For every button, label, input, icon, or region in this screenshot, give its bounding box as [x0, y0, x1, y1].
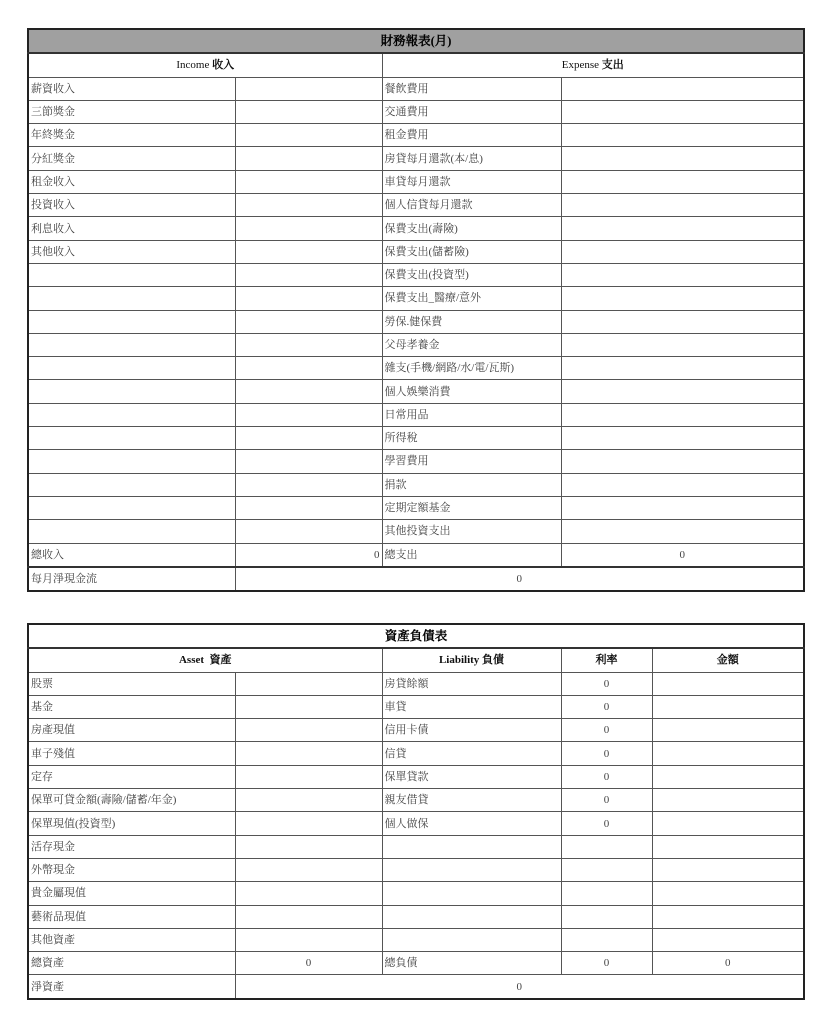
liability-item-label: 車貸	[382, 695, 561, 718]
income-item-value[interactable]	[235, 77, 382, 100]
liability-item-amount[interactable]	[652, 882, 804, 905]
net-worth-value: 0	[235, 975, 804, 999]
asset-item-label: 基金	[28, 695, 235, 718]
table-row	[28, 310, 804, 333]
income-item-label: 租金收入	[28, 170, 235, 193]
expense-item-label: 捐款	[382, 473, 561, 496]
expense-header: Expense 支出	[382, 53, 804, 77]
income-item-value[interactable]	[235, 310, 382, 333]
asset-item-label: 外幣現金	[28, 858, 235, 881]
expense-item-label: 個人信貸每月還款	[382, 194, 561, 217]
income-item-value[interactable]	[235, 263, 382, 286]
income-item-value[interactable]	[235, 473, 382, 496]
income-item-label: 年終獎金	[28, 124, 235, 147]
table-row	[28, 835, 804, 858]
income-item-value[interactable]	[235, 147, 382, 170]
liability-item-rate[interactable]: 0	[561, 765, 652, 788]
expense-item-value[interactable]	[561, 473, 804, 496]
liability-item-label	[382, 882, 561, 905]
net-worth-row	[28, 975, 804, 999]
asset-item-label: 活存現金	[28, 835, 235, 858]
liability-item-amount[interactable]	[652, 765, 804, 788]
table-row	[28, 450, 804, 473]
income-item-label	[28, 380, 235, 403]
asset-item-value[interactable]	[235, 905, 382, 928]
liability-item-label: 房貸餘額	[382, 672, 561, 695]
income-header: Income 收入	[28, 53, 382, 77]
liability-item-amount[interactable]	[652, 812, 804, 835]
asset-item-value[interactable]	[235, 719, 382, 742]
asset-item-label: 藝術品現值	[28, 905, 235, 928]
total-expense-label: 總支出	[382, 543, 561, 567]
expense-item-value[interactable]	[561, 240, 804, 263]
income-item-value[interactable]	[235, 100, 382, 123]
asset-item-value[interactable]	[235, 765, 382, 788]
table-row	[28, 473, 804, 496]
expense-item-label: 保費支出(壽險)	[382, 217, 561, 240]
income-item-value[interactable]	[235, 380, 382, 403]
income-item-label: 三節獎金	[28, 100, 235, 123]
income-item-value[interactable]	[235, 240, 382, 263]
income-item-label	[28, 333, 235, 356]
income-item-label	[28, 520, 235, 543]
asset-item-label: 其他資產	[28, 928, 235, 951]
liability-item-rate[interactable]	[561, 928, 652, 951]
table-row	[28, 928, 804, 951]
table-row	[28, 77, 804, 100]
expense-item-label: 餐飲費用	[382, 77, 561, 100]
table-row	[28, 287, 804, 310]
asset-item-value[interactable]	[235, 695, 382, 718]
asset-item-value[interactable]	[235, 835, 382, 858]
income-item-label	[28, 263, 235, 286]
total-liability-rate: 0	[561, 952, 652, 975]
expense-item-value[interactable]	[561, 357, 804, 380]
expense-item-label: 所得稅	[382, 427, 561, 450]
asset-item-value[interactable]	[235, 742, 382, 765]
liability-item-rate[interactable]	[561, 835, 652, 858]
table-row	[28, 263, 804, 286]
income-item-value[interactable]	[235, 427, 382, 450]
table-row	[28, 719, 804, 742]
expense-item-value[interactable]	[561, 263, 804, 286]
income-statement-table	[27, 28, 805, 592]
income-item-label: 分紅獎金	[28, 147, 235, 170]
expense-item-label: 交通費用	[382, 100, 561, 123]
balance-sheet-title: 資產負債表	[28, 624, 804, 648]
expense-item-value[interactable]	[561, 380, 804, 403]
liability-item-rate[interactable]: 0	[561, 672, 652, 695]
rate-header: 利率	[561, 648, 652, 672]
liability-item-amount[interactable]	[652, 905, 804, 928]
table-row	[28, 882, 804, 905]
net-cashflow-label: 每月淨現金流	[28, 567, 235, 591]
total-liability-amount: 0	[652, 952, 804, 975]
balance-sheet-table	[27, 623, 805, 1000]
table-row	[28, 520, 804, 543]
expense-item-label: 定期定額基金	[382, 496, 561, 519]
expense-item-label: 勞保.健保費	[382, 310, 561, 333]
table-row	[28, 217, 804, 240]
asset-item-value[interactable]	[235, 672, 382, 695]
liability-item-amount[interactable]	[652, 695, 804, 718]
total-income-value: 0	[235, 543, 382, 567]
liability-item-rate[interactable]	[561, 882, 652, 905]
liability-item-rate[interactable]: 0	[561, 695, 652, 718]
table-row	[28, 403, 804, 426]
net-cashflow-value: 0	[235, 567, 804, 591]
expense-item-label: 其他投資支出	[382, 520, 561, 543]
income-item-label	[28, 496, 235, 519]
asset-item-value[interactable]	[235, 928, 382, 951]
expense-item-label: 租金費用	[382, 124, 561, 147]
asset-item-label: 貴金屬現值	[28, 882, 235, 905]
income-item-value[interactable]	[235, 170, 382, 193]
total-asset-value: 0	[235, 952, 382, 975]
amount-header: 金額	[652, 648, 804, 672]
expense-item-value[interactable]	[561, 147, 804, 170]
liability-item-label	[382, 835, 561, 858]
expense-item-label: 保費支出(投資型)	[382, 263, 561, 286]
table-row	[28, 672, 804, 695]
income-item-label	[28, 427, 235, 450]
asset-item-label: 房產現值	[28, 719, 235, 742]
asset-item-label: 保單可貸金額(壽險/儲蓄/年金)	[28, 789, 235, 812]
liability-item-amount[interactable]	[652, 928, 804, 951]
expense-item-value[interactable]	[561, 217, 804, 240]
liability-item-amount[interactable]	[652, 835, 804, 858]
table-row	[28, 240, 804, 263]
total-asset-label: 總資產	[28, 952, 235, 975]
income-item-label	[28, 310, 235, 333]
liability-item-label: 信貸	[382, 742, 561, 765]
liability-header: Liability 負債	[382, 648, 561, 672]
table-row	[28, 905, 804, 928]
expense-item-value[interactable]	[561, 427, 804, 450]
liability-item-label: 個人做保	[382, 812, 561, 835]
liability-item-amount[interactable]	[652, 858, 804, 881]
income-item-label: 利息收入	[28, 217, 235, 240]
liability-item-amount[interactable]	[652, 742, 804, 765]
income-item-value[interactable]	[235, 217, 382, 240]
total-expense-value: 0	[561, 543, 804, 567]
expense-item-value[interactable]	[561, 77, 804, 100]
net-cashflow-row	[28, 567, 804, 591]
net-worth-label: 淨資產	[28, 975, 235, 999]
table-row	[28, 380, 804, 403]
expense-item-value[interactable]	[561, 403, 804, 426]
totals-row	[28, 952, 804, 975]
asset-item-value[interactable]	[235, 812, 382, 835]
income-item-label: 薪資收入	[28, 77, 235, 100]
expense-item-label: 車貸每月還款	[382, 170, 561, 193]
liability-item-amount[interactable]	[652, 719, 804, 742]
income-item-label	[28, 403, 235, 426]
table-row	[28, 765, 804, 788]
expense-item-label: 個人娛樂消費	[382, 380, 561, 403]
asset-header: Asset 資產	[28, 648, 382, 672]
liability-item-rate[interactable]: 0	[561, 789, 652, 812]
expense-item-value[interactable]	[561, 287, 804, 310]
liability-item-label: 親友借貸	[382, 789, 561, 812]
table-row	[28, 789, 804, 812]
income-item-label	[28, 287, 235, 310]
liability-item-rate[interactable]	[561, 905, 652, 928]
expense-item-label: 學習費用	[382, 450, 561, 473]
income-item-value[interactable]	[235, 403, 382, 426]
expense-item-value[interactable]	[561, 496, 804, 519]
table-row	[28, 147, 804, 170]
table-row	[28, 100, 804, 123]
table-row	[28, 124, 804, 147]
liability-item-rate[interactable]	[561, 858, 652, 881]
asset-item-label: 車子殘值	[28, 742, 235, 765]
liability-item-label	[382, 858, 561, 881]
income-item-value[interactable]	[235, 124, 382, 147]
total-income-label: 總收入	[28, 543, 235, 567]
liability-item-amount[interactable]	[652, 672, 804, 695]
income-item-label	[28, 357, 235, 380]
liability-item-amount[interactable]	[652, 789, 804, 812]
expense-item-value[interactable]	[561, 100, 804, 123]
income-item-label	[28, 473, 235, 496]
expense-item-label: 父母孝養金	[382, 333, 561, 356]
income-item-label: 其他收入	[28, 240, 235, 263]
liability-item-label	[382, 905, 561, 928]
liability-item-label: 保單貸款	[382, 765, 561, 788]
expense-item-value[interactable]	[561, 333, 804, 356]
expense-item-label: 房貸每月還款(本/息)	[382, 147, 561, 170]
expense-item-value[interactable]	[561, 124, 804, 147]
table-row	[28, 194, 804, 217]
expense-item-value[interactable]	[561, 520, 804, 543]
asset-item-label: 保單現值(投資型)	[28, 812, 235, 835]
income-item-value[interactable]	[235, 333, 382, 356]
table-row	[28, 858, 804, 881]
expense-item-value[interactable]	[561, 170, 804, 193]
income-item-value[interactable]	[235, 287, 382, 310]
income-item-label: 投資收入	[28, 194, 235, 217]
expense-item-label: 保費支出(儲蓄險)	[382, 240, 561, 263]
liability-item-label	[382, 928, 561, 951]
table-row	[28, 742, 804, 765]
asset-item-label: 定存	[28, 765, 235, 788]
expense-item-label: 雜支(手機/網路/水/電/瓦斯)	[382, 357, 561, 380]
asset-item-label: 股票	[28, 672, 235, 695]
table-row	[28, 357, 804, 380]
asset-item-value[interactable]	[235, 789, 382, 812]
liability-item-rate[interactable]: 0	[561, 719, 652, 742]
table-row	[28, 695, 804, 718]
income-item-value[interactable]	[235, 194, 382, 217]
expense-item-value[interactable]	[561, 310, 804, 333]
liability-item-rate[interactable]: 0	[561, 812, 652, 835]
table-row	[28, 812, 804, 835]
table-row	[28, 170, 804, 193]
totals-row	[28, 543, 804, 567]
liability-item-rate[interactable]: 0	[561, 742, 652, 765]
liability-item-label: 信用卡債	[382, 719, 561, 742]
table-row	[28, 427, 804, 450]
table-row	[28, 496, 804, 519]
income-item-value[interactable]	[235, 496, 382, 519]
expense-item-label: 日常用品	[382, 403, 561, 426]
table-row	[28, 333, 804, 356]
expense-item-label: 保費支出_醫療/意外	[382, 287, 561, 310]
income-item-value[interactable]	[235, 357, 382, 380]
income-item-label	[28, 450, 235, 473]
income-item-value[interactable]	[235, 450, 382, 473]
total-liability-label: 總負債	[382, 952, 561, 975]
asset-item-value[interactable]	[235, 882, 382, 905]
expense-item-value[interactable]	[561, 450, 804, 473]
expense-item-value[interactable]	[561, 194, 804, 217]
income-statement-title: 財務報表(月)	[28, 29, 804, 53]
income-item-value[interactable]	[235, 520, 382, 543]
asset-item-value[interactable]	[235, 858, 382, 881]
